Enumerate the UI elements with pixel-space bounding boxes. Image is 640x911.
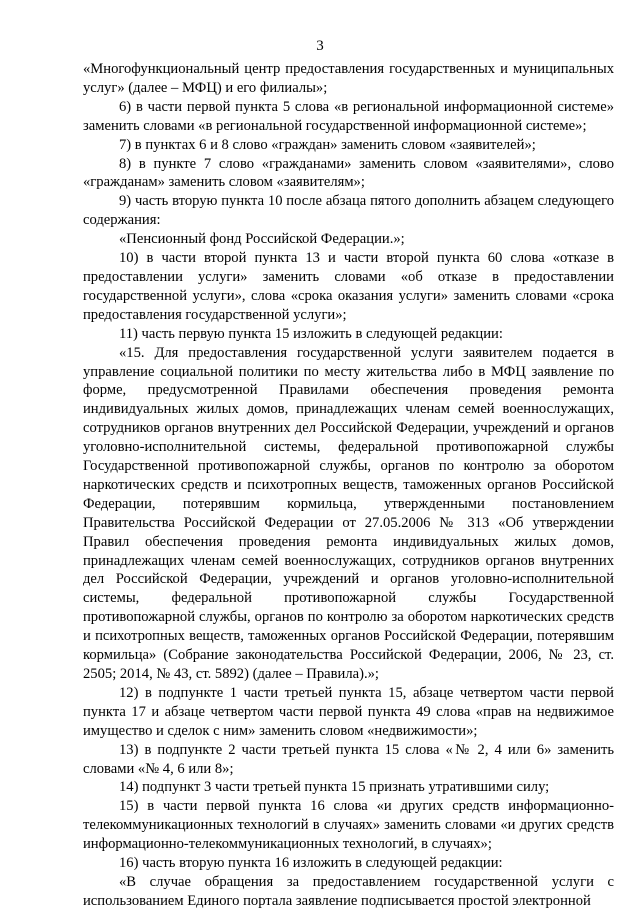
paragraph-item-6: 6) в части первой пункта 5 слова «в региональной информационной системе» заменить словами «в региональной государственной информационной системе»; [83, 98, 614, 134]
paragraph-item-16: 16) часть вторую пункта 16 изложить в следующей редакции: [119, 855, 503, 872]
paragraph-quote-pension-fund: «Пенсионный фонд Российской Федерации.»; [119, 231, 405, 248]
paragraph-item-10: 10) в части второй пункта 13 и части второй пункта 60 слова «отказе в предоставлении услуги» заменить словами «об отказе в предоставлении государственной услуги», слова «срока оказания услуги» заменить словами «срока предоставления государственной услуги»; [83, 250, 614, 323]
document-body [83, 60, 614, 911]
paragraph-item-8: 8) в пункте 7 слово «гражданами» заменить словом «заявителями», слово «гражданам» заменить словом «заявителям»; [83, 155, 614, 191]
paragraph-quote-15: «15. Для предоставления государственной услуги заявителем подается в управление социальной политики по месту жительства либо в МФЦ заявление по форме, предусмотренной Правилами обеспечения проведения ремонта индивидуальных жилых домов, принадлежащих членам семей военнослужащих, сотрудников органов внутренних дел Российской Федерации, учреждений и органов уголовно-исполнительной системы, федеральной противопожарной службы Государственной противопожарной службы, органов по контролю за оборотом наркотических средств и психотропных веществ, таможенных органов Российской Федерации, потерявшим кормильца, утвержденными постановлением Правительства Российской Федерации от 27.05.2006 № 313 «Об утверждении Правил обеспечения проведения ремонта индивидуальных жилых домов, принадлежащих членам семей военнослужащих, сотрудников органов внутренних дел Российской Федерации, учреждений и органов уголовно-исполнительной системы, федеральной противопожарной службы Государственной противопожарной службы, органов по контролю за оборотом наркотических средств и психотропных веществ, таможенных органов Российской Федерации, потерявшим кормильца» (Собрание законодательства Российской Федерации, 2006, № 23, ст. 2505; 2014, № 43, ст. 5892) (далее – Правила).»; [83, 344, 614, 682]
paragraph-item-7: 7) в пунктах 6 и 8 слово «граждан» заменить словом «заявителей»; [119, 136, 536, 153]
paragraph-item-12: 12) в подпункте 1 части третьей пункта 15, абзаце четвертом части первой пункта 17 и абзаце четвертом части первой пункта 49 слова «прав на недвижимое имущество и сделок с ним» заменить словом «недвижимости»; [83, 684, 614, 739]
paragraph-quote-case: «В случае обращения за предоставлением государственной услуги с использованием Единого портала заявление подписывается простой электронной [83, 873, 614, 909]
paragraph-item-11: 11) часть первую пункта 15 изложить в следующей редакции: [119, 325, 503, 342]
page-number: 3 [316, 38, 324, 54]
paragraph-item-13: 13) в подпункте 2 части третьей пункта 15 слова «№ 2, 4 или 6» заменить словами «№ 4, 6 или 8»; [83, 741, 614, 777]
paragraph-item-15: 15) в части первой пункта 16 слова «и других средств информационно-телекоммуникационных технологий в случаях» заменить словами «и других средств информационно-телекоммуникационных технологий, в случаях»; [83, 798, 614, 853]
paragraph-item-9: 9) часть вторую пункта 10 после абзаца пятого дополнить абзацем следующего содержания: [83, 193, 614, 229]
paragraph-continuation: «Многофункциональный центр предоставления государственных и муниципальных услуг» (далее – МФЦ) и его филиалы»; [83, 61, 614, 96]
paragraph-item-14: 14) подпункт 3 части третьей пункта 15 признать утратившими силу; [119, 779, 550, 796]
